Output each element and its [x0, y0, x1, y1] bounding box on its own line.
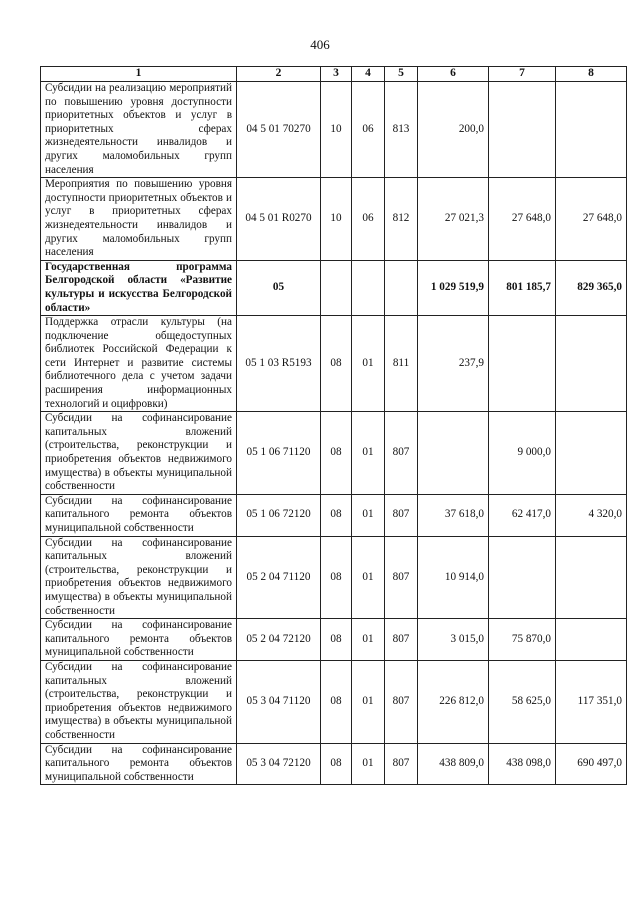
subsection-cell: 01 — [352, 494, 385, 536]
amount-col8-cell — [556, 536, 627, 619]
subsection-cell: 01 — [352, 412, 385, 495]
amount-col8-cell — [556, 619, 627, 661]
expense-type-cell: 807 — [385, 412, 418, 495]
header-cell: 6 — [418, 67, 489, 82]
amount-col7-cell: 801 185,7 — [489, 260, 556, 315]
row-name-cell: Государственная программа Белгородской области «Развитие культуры и искусства Белгородской области» — [41, 260, 237, 315]
amount-col8-cell: 690 497,0 — [556, 743, 627, 785]
budget-code-cell: 05 1 03 R5193 — [237, 316, 321, 412]
subsection-cell: 01 — [352, 660, 385, 743]
section-cell: 10 — [321, 178, 352, 261]
section-cell: 10 — [321, 82, 352, 178]
amount-col6-cell: 27 021,3 — [418, 178, 489, 261]
subsection-cell: 01 — [352, 536, 385, 619]
amount-col8-cell — [556, 316, 627, 412]
row-name-cell: Субсидии на софинансирование капитального ремонта объектов муниципальной собственности — [41, 619, 237, 661]
table-row — [41, 536, 627, 619]
amount-col6-cell: 37 618,0 — [418, 494, 489, 536]
amount-col8-cell: 829 365,0 — [556, 260, 627, 315]
budget-code-cell: 05 3 04 71120 — [237, 660, 321, 743]
table-row — [41, 412, 627, 495]
budget-code-cell: 05 2 04 72120 — [237, 619, 321, 661]
header-cell: 8 — [556, 67, 627, 82]
expense-type-cell: 812 — [385, 178, 418, 261]
amount-col6-cell — [418, 412, 489, 495]
amount-col6-cell: 226 812,0 — [418, 660, 489, 743]
expense-type-cell: 811 — [385, 316, 418, 412]
table-row — [41, 178, 627, 261]
expense-type-cell: 807 — [385, 536, 418, 619]
row-name-cell: Мероприятия по повышению уровня доступности приоритетных объектов и услуг в приоритетных сферах жизнедеятельности инвалидов и других маломобильных групп населения — [41, 178, 237, 261]
table-row — [41, 660, 627, 743]
table-row — [41, 743, 627, 785]
expense-type-cell — [385, 260, 418, 315]
section-cell: 08 — [321, 619, 352, 661]
amount-col6-cell: 237,9 — [418, 316, 489, 412]
amount-col7-cell: 58 625,0 — [489, 660, 556, 743]
section-cell — [321, 260, 352, 315]
budget-code-cell: 05 2 04 71120 — [237, 536, 321, 619]
table-row — [41, 494, 627, 536]
header-cell: 1 — [41, 67, 237, 82]
amount-col6-cell: 438 809,0 — [418, 743, 489, 785]
expense-type-cell: 807 — [385, 619, 418, 661]
amount-col8-cell: 117 351,0 — [556, 660, 627, 743]
table-row — [41, 619, 627, 661]
table-row — [41, 82, 627, 178]
budget-code-cell: 05 1 06 71120 — [237, 412, 321, 495]
table-row — [41, 260, 627, 315]
amount-col6-cell: 1 029 519,9 — [418, 260, 489, 315]
budget-code-cell: 05 — [237, 260, 321, 315]
subsection-cell: 01 — [352, 743, 385, 785]
amount-col7-cell: 62 417,0 — [489, 494, 556, 536]
amount-col7-cell: 75 870,0 — [489, 619, 556, 661]
expense-type-cell: 807 — [385, 494, 418, 536]
header-cell: 2 — [237, 67, 321, 82]
expense-type-cell: 807 — [385, 660, 418, 743]
subsection-cell: 01 — [352, 316, 385, 412]
amount-col8-cell — [556, 412, 627, 495]
amount-col7-cell — [489, 536, 556, 619]
amount-col8-cell: 27 648,0 — [556, 178, 627, 261]
expense-type-cell: 807 — [385, 743, 418, 785]
amount-col7-cell: 27 648,0 — [489, 178, 556, 261]
section-cell: 08 — [321, 743, 352, 785]
amount-col6-cell: 10 914,0 — [418, 536, 489, 619]
row-name-cell: Субсидии на софинансирование капитального ремонта объектов муниципальной собственности — [41, 743, 237, 785]
section-cell: 08 — [321, 660, 352, 743]
expense-type-cell: 813 — [385, 82, 418, 178]
header-cell: 7 — [489, 67, 556, 82]
section-cell: 08 — [321, 494, 352, 536]
row-name-cell: Субсидии на софинансирование капитальных вложений (строительства, реконструкции и приобретения объектов недвижимого имущества) в объекты муниципальной собственности — [41, 660, 237, 743]
subsection-cell: 06 — [352, 178, 385, 261]
budget-code-cell: 05 1 06 72120 — [237, 494, 321, 536]
budget-code-cell: 05 3 04 72120 — [237, 743, 321, 785]
amount-col7-cell: 9 000,0 — [489, 412, 556, 495]
header-cell: 3 — [321, 67, 352, 82]
section-cell: 08 — [321, 412, 352, 495]
amount-col8-cell — [556, 82, 627, 178]
subsection-cell — [352, 260, 385, 315]
amount-col6-cell: 200,0 — [418, 82, 489, 178]
section-cell: 08 — [321, 536, 352, 619]
row-name-cell: Поддержка отрасли культуры (на подключение общедоступных библиотек Российской Федерации к сети Интернет и развитие системы библиотечного дела с учетом задачи расширения информационных технологий и оцифровки) — [41, 316, 237, 412]
subsection-cell: 06 — [352, 82, 385, 178]
row-name-cell: Субсидии на софинансирование капитальных вложений (строительства, реконструкции и приобретения объектов недвижимого имущества) в объекты муниципальной собственности — [41, 412, 237, 495]
header-row — [41, 67, 627, 82]
subsection-cell: 01 — [352, 619, 385, 661]
table-body — [41, 82, 627, 785]
page-number: 406 — [310, 37, 330, 52]
header-cell: 4 — [352, 67, 385, 82]
row-name-cell: Субсидии на софинансирование капитальных вложений (строительства, реконструкции и приобретения объектов недвижимого имущества) в объекты муниципальной собственности — [41, 536, 237, 619]
budget-code-cell: 04 5 01 70270 — [237, 82, 321, 178]
amount-col7-cell: 438 098,0 — [489, 743, 556, 785]
section-cell: 08 — [321, 316, 352, 412]
row-name-cell: Субсидии на реализацию мероприятий по повышению уровня доступности приоритетных объектов и услуг в приоритетных сферах жизнедеятельности инвалидов и других маломобильных групп населения — [41, 82, 237, 178]
amount-col7-cell — [489, 316, 556, 412]
amount-col8-cell: 4 320,0 — [556, 494, 627, 536]
table-row — [41, 316, 627, 412]
budget-code-cell: 04 5 01 R0270 — [237, 178, 321, 261]
header-cell: 5 — [385, 67, 418, 82]
amount-col7-cell — [489, 82, 556, 178]
row-name-cell: Субсидии на софинансирование капитального ремонта объектов муниципальной собственности — [41, 494, 237, 536]
amount-col6-cell: 3 015,0 — [418, 619, 489, 661]
budget-table — [40, 66, 627, 785]
